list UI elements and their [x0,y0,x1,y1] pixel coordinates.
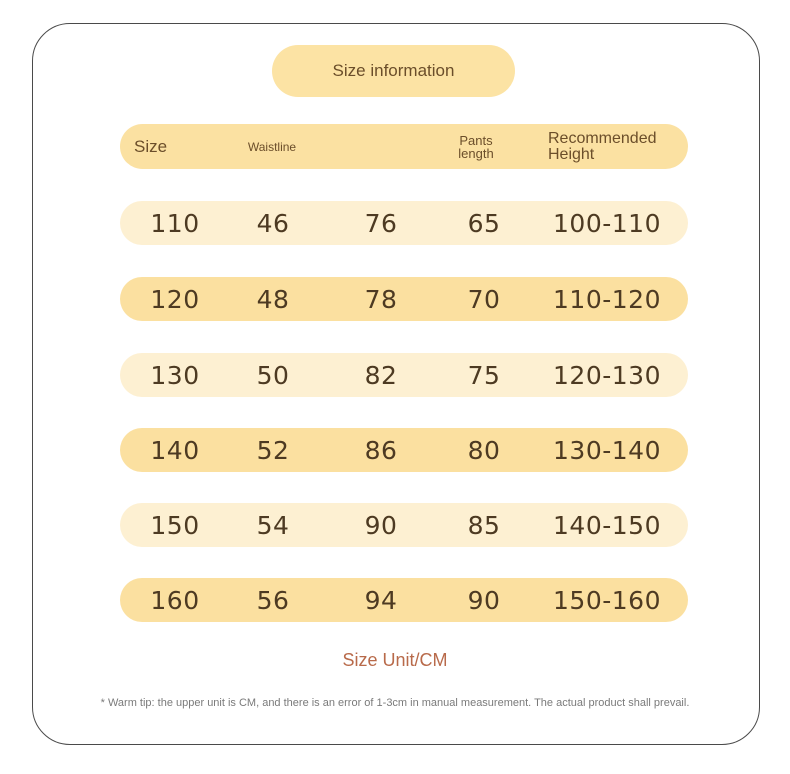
table-row [120,503,688,547]
cell-size: 120 [150,285,200,314]
cell-third: 94 [364,586,398,615]
cell-height: 120-130 [553,361,661,390]
cell-size: 130 [150,361,200,390]
cell-pants-length: 90 [467,586,501,615]
size-unit-label: Size Unit/CM [342,650,448,670]
cell-pants-length: 75 [467,361,501,390]
cell-third: 76 [364,209,398,238]
header-recommended-height: Recommended Height [548,129,657,163]
cell-third: 82 [364,361,398,390]
table-row [120,428,688,472]
cell-height: 150-160 [553,586,661,615]
cell-pants-length: 70 [467,285,501,314]
cell-size: 110 [150,209,200,238]
cell-height: 130-140 [553,436,661,465]
header-third-column [340,124,420,169]
warm-tip-note: * Warm tip: the upper unit is CM, and there is an error of 1-3cm in manual measurement. The actual product shall prevail. [100,697,690,709]
header-waistline: Waistline [247,139,297,154]
cell-pants-length: 65 [467,209,501,238]
cell-height: 110-120 [553,285,661,314]
cell-pants-length: 80 [467,436,501,465]
table-row [120,201,688,245]
cell-size: 150 [150,511,200,540]
header-pants-length: Pants length [458,132,494,161]
table-row [120,353,688,397]
cell-third: 86 [364,436,398,465]
cell-waistline: 52 [256,436,290,465]
cell-third: 90 [364,511,398,540]
cell-waistline: 46 [256,209,290,238]
table-row [120,277,688,321]
cell-waistline: 50 [256,361,290,390]
header-size: Size [134,137,168,156]
cell-waistline: 56 [256,586,290,615]
cell-third: 78 [364,285,398,314]
table-header [120,124,688,169]
cell-size: 160 [150,586,200,615]
cell-height: 100-110 [553,209,661,238]
size-info-title: Size information [272,45,515,97]
table-row [120,578,688,622]
cell-waistline: 48 [256,285,290,314]
cell-pants-length: 85 [467,511,501,540]
cell-height: 140-150 [553,511,661,540]
cell-waistline: 54 [256,511,290,540]
cell-size: 140 [150,436,200,465]
